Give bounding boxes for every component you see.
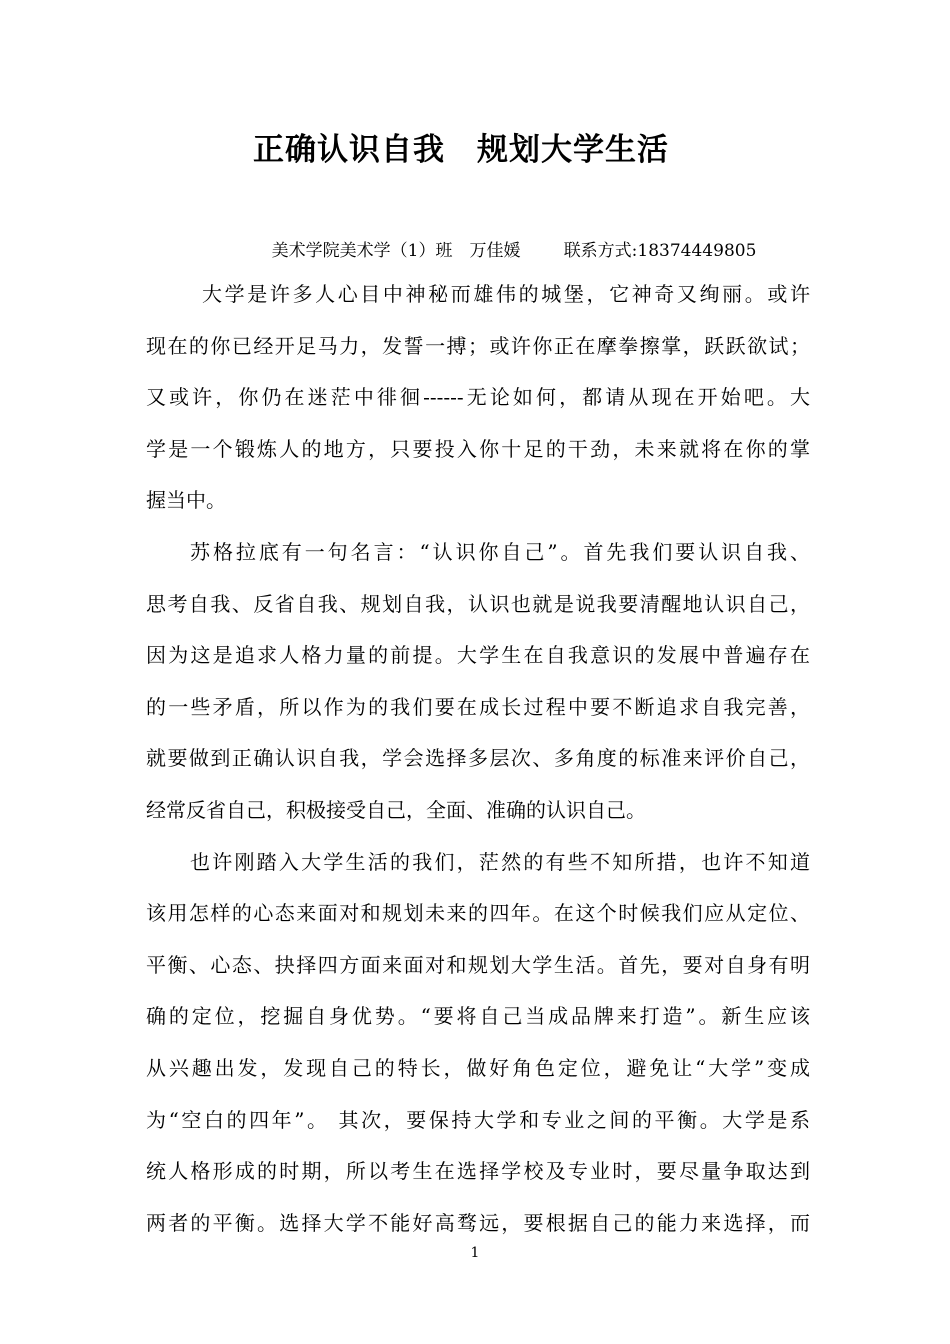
text-line: 苏格拉底有一句名言：“认识你自己”。首先我们要认识自我、 [190, 539, 810, 564]
text-line: 大学是许多人心目中神秘而雄伟的城堡，它神奇又绚丽。或许 [202, 282, 810, 306]
document-title: 正确认识自我 规划大学生活 [253, 132, 669, 168]
byline-spacer [520, 241, 563, 261]
text-line: 经常反省自己，积极接受自己，全面、准确的认识自己。 [146, 797, 646, 822]
paragraph-2 [146, 536, 810, 827]
text-line: 统人格形成的时期，所以考生在选择学校及专业时，要尽量争取达到 [146, 1159, 810, 1184]
document-body [146, 278, 810, 1258]
text-line: 学是一个锻炼人的地方，只要投入你十足的干劲，未来就将在你的掌 [146, 436, 810, 461]
byline [250, 215, 756, 287]
text-line: 就要做到正确认识自我，学会选择多层次、多角度的标准来评价自己， [146, 746, 810, 771]
paragraph-1 [146, 278, 810, 517]
paragraph-3 [146, 846, 810, 1240]
text-line: 平衡、心态、抉择四方面来面对和规划大学生活。首先，要对自身有明 [146, 952, 810, 977]
text-line: 从兴趣出发，发现自己的特长，做好角色定位，避免让“大学”变成 [146, 1055, 810, 1080]
text-line: 两者的平衡。选择大学不能好高骛远，要根据自己的能力来选择，而 [146, 1210, 810, 1235]
text-line: 为“空白的四年”。 其次，要保持大学和专业之间的平衡。大学是系 [146, 1107, 810, 1132]
text-line: 的一些矛盾，所以作为的我们要在成长过程中要不断追求自我完善， [146, 694, 810, 719]
text-line: 该用怎样的心态来面对和规划未来的四年。在这个时候我们应从定位、 [146, 901, 810, 926]
text-line: 现在的你已经开足马力，发誓一搏；或许你正在摩拳擦掌，跃跃欲试； [146, 333, 810, 358]
contact-info: 联系方式:18374449805 [563, 241, 757, 261]
author-info: 美术学院美术学（1）班 万佳媛 [271, 241, 521, 261]
text-line: 确的定位，挖掘自身优势。“要将自己当成品牌来打造”。新生应该 [146, 1004, 810, 1029]
text-line: 也许刚踏入大学生活的我们，茫然的有些不知所措，也许不知道 [190, 849, 810, 874]
text-line: 又或许，你仍在迷茫中徘徊------无论如何，都请从现在开始吧。大 [146, 385, 810, 410]
text-line: 思考自我、反省自我、规划自我，认识也就是说我要清醒地认识自己， [146, 591, 810, 616]
page-number: 1 [470, 1245, 480, 1261]
text-line: 握当中。 [146, 488, 226, 513]
text-line: 因为这是追求人格力量的前提。大学生在自我意识的发展中普遍存在 [146, 643, 810, 668]
